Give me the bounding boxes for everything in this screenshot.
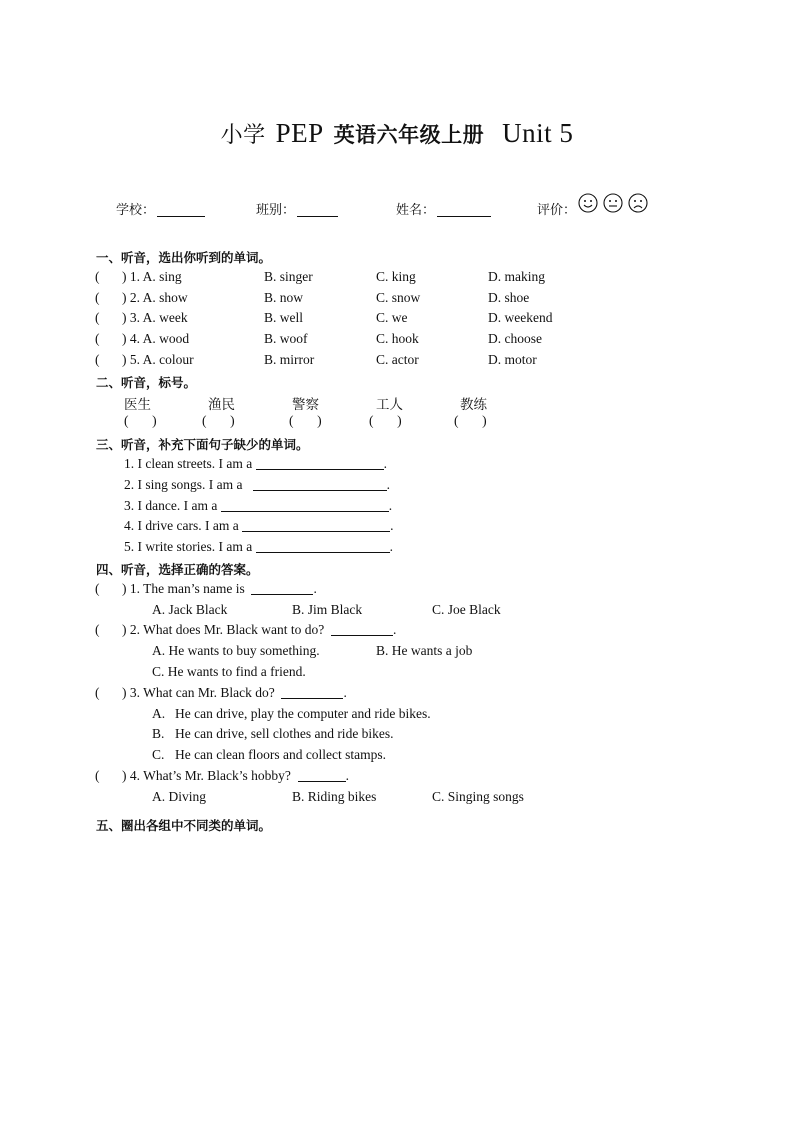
answer-paren[interactable]: ( [95,269,100,284]
option-c-letter: C. [152,747,165,762]
option-b-letter: B. [152,726,165,741]
school-label: 学校： [116,203,156,218]
option-c: He can clean floors and collect stamps. [175,747,387,762]
answer-blank[interactable] [281,686,343,699]
frown-icon[interactable] [628,193,648,213]
question-label: ) 4. What’s Mr. Black’s hobby? [122,768,291,783]
rating-label: 评价： [537,203,577,218]
question-text: ) 1. The man’s name is . [122,581,317,596]
answer-paren[interactable]: ( [95,768,100,783]
option-a: A. Jack Black [152,602,228,617]
smile-icon[interactable] [578,193,598,213]
question-text: ) 3. What can Mr. Black do? . [122,685,347,700]
school-field[interactable] [116,199,205,218]
answer-paren[interactable]: ( [95,352,100,367]
neutral-icon[interactable] [603,193,623,213]
option-b: B. He wants a job [376,643,473,658]
fill-sentence: 1. I clean streets. I am a . [124,456,387,471]
title-part-unit: Unit 5 [502,118,574,148]
answer-paren[interactable]: ( [95,581,100,596]
section2-heading: 二、听音，标号。 [96,375,197,390]
job-answer-paren[interactable]: ( ) [289,413,322,428]
answer-paren[interactable]: ( [95,310,100,325]
section1-heading: 一、听音，选出你听到的单词。 [96,250,272,265]
question-label: ) 1. The man’s name is [122,581,245,596]
option-c: C. actor [376,352,419,367]
question-option-a: ) 4. A. wood [122,331,190,346]
section5-heading: 五、圈出各组中不同类的单词。 [96,818,272,833]
question-option-a: ) 1. A. sing [122,269,182,284]
name-label: 姓名： [396,203,436,218]
option-a: A. Diving [152,789,206,804]
option-a: He can drive, play the computer and ride bikes. [175,706,431,721]
title-part-xiaoxue: 小学 [220,123,266,148]
fill-blank[interactable] [256,457,384,470]
section3-heading: 三、听音，补充下面句子缺少的单词。 [96,437,309,452]
question-label: ) 3. What can Mr. Black do? [122,685,275,700]
job-answer-paren[interactable]: ( ) [124,413,157,428]
page-title [0,118,794,149]
option-b: B. Riding bikes [292,789,377,804]
option-c: C. Singing songs [432,789,524,804]
job-doctor: 医生 [124,397,151,413]
question-label: ) 2. What does Mr. Black want to do? [122,622,325,637]
option-d: D. shoe [488,290,530,305]
fill-sentence: 5. I write stories. I am a . [124,539,393,554]
job-police: 警察 [292,397,319,413]
class-field[interactable] [256,199,338,218]
fill-blank[interactable] [253,478,387,491]
job-worker: 工人 [376,397,403,413]
answer-paren[interactable]: ( [95,685,100,700]
title-part-pep: PEP [275,118,324,148]
answer-blank[interactable] [331,623,393,636]
sentence-text: 3. I dance. I am a [124,498,218,513]
fill-sentence: 3. I dance. I am a . [124,498,393,513]
answer-paren[interactable]: ( [95,331,100,346]
class-blank[interactable] [297,202,338,217]
school-blank[interactable] [157,202,205,217]
job-answer-paren[interactable]: ( ) [454,413,487,428]
option-b: B. woof [264,331,308,346]
option-c: C. Joe Black [432,602,501,617]
option-c: C. hook [376,331,419,346]
option-b: B. singer [264,269,313,284]
title-part-grade: 英语六年级上册 [333,122,485,147]
section4-heading: 四、听音，选择正确的答案。 [96,562,259,577]
job-fisherman: 渔民 [208,397,235,413]
fill-blank[interactable] [242,519,390,532]
answer-paren[interactable]: ( [95,290,100,305]
option-c: C. snow [376,290,421,305]
job-answer-paren[interactable]: ( ) [369,413,402,428]
option-c: C. king [376,269,416,284]
job-answer-paren[interactable]: ( ) [202,413,235,428]
question-text: ) 2. What does Mr. Black want to do? . [122,622,397,637]
option-b: B. well [264,310,303,325]
option-a: A. He wants to buy something. [152,643,320,658]
sentence-text: 2. I sing songs. I am a [124,477,243,492]
name-field[interactable] [396,199,491,218]
option-b: B. Jim Black [292,602,363,617]
option-d: D. choose [488,331,542,346]
answer-blank[interactable] [298,769,346,782]
fill-blank[interactable] [221,499,389,512]
option-a-letter: A. [152,706,166,721]
job-coach: 教练 [460,397,487,413]
class-label: 班别： [256,203,296,218]
question-option-a: ) 2. A. show [122,290,188,305]
option-b: B. now [264,290,304,305]
fill-blank[interactable] [256,540,390,553]
sentence-text: 1. I clean streets. I am a [124,456,253,471]
sentence-text: 4. I drive cars. I am a [124,518,239,533]
fill-sentence: 2. I sing songs. I am a . [124,477,390,492]
option-b: He can drive, sell clothes and ride bikes. [175,726,394,741]
option-c: C. He wants to find a friend. [152,664,306,679]
answer-paren[interactable]: ( [95,622,100,637]
answer-blank[interactable] [251,582,313,595]
sentence-text: 5. I write stories. I am a [124,539,253,554]
fill-sentence: 4. I drive cars. I am a . [124,518,394,533]
name-blank[interactable] [437,202,491,217]
question-option-a: ) 5. A. colour [122,352,194,367]
option-c: C. we [376,310,408,325]
option-d: D. weekend [488,310,553,325]
option-d: D. making [488,269,545,284]
question-text: ) 4. What’s Mr. Black’s hobby? . [122,768,349,783]
rating-faces [578,193,649,218]
option-b: B. mirror [264,352,315,367]
question-option-a: ) 3. A. week [122,310,188,325]
option-d: D. motor [488,352,537,367]
